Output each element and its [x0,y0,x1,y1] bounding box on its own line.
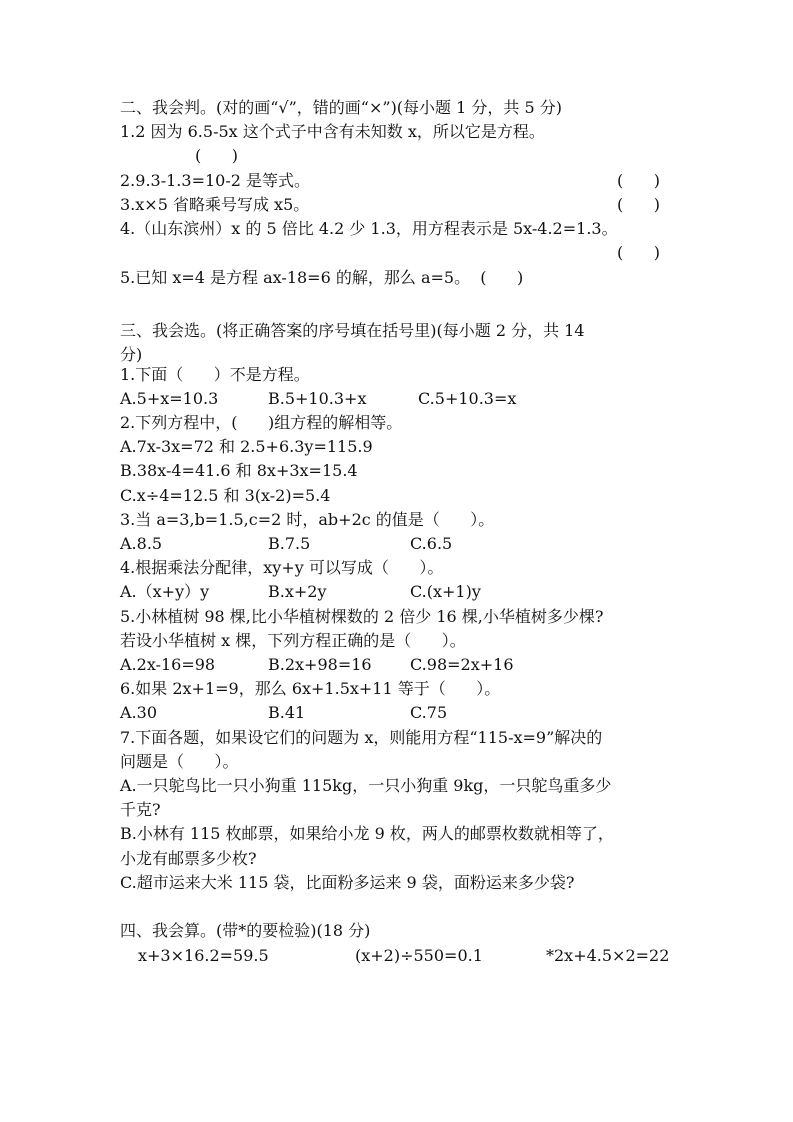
choice-q5-text: 5.小林植树 98 棵,比小华植树棵数的 2 倍少 16 棵,小华植树多少棵? [120,607,604,626]
choice-q7-option-c[interactable]: C.超市运来大米 115 袋，比面粉多运来 9 袋，面粉运来多少袋? [120,873,575,892]
choice-q7-option-a-cont: 千克? [120,800,161,819]
choice-q6-option-b[interactable]: B.41 [268,703,306,722]
judge-q4-answer-paren[interactable]: ( ) [617,243,660,262]
section4-header: 四、我会算。(带*的要检验)(18 分) [120,921,371,940]
choice-q7-option-b-cont: 小龙有邮票多少枚? [120,849,257,868]
choice-q7-text-cont: 问题是（ ）。 [120,752,239,771]
choice-q7-option-b[interactable]: B.小林有 115 枚邮票，如果给小龙 9 枚，两人的邮票枚数就相等了， [120,824,614,843]
choice-q6-option-c[interactable]: C.75 [410,703,448,722]
choice-q5-text-cont: 若设小华植树 x 棵，下列方程正确的是（ ）。 [120,631,466,650]
choice-q1-option-c[interactable]: C.5+10.3=x [418,389,517,408]
judge-q3-text: 3.x×5 省略乘号写成 x5。 [120,195,310,214]
choice-q2-text: 2.下列方程中，( )组方程的解相等。 [120,413,403,432]
choice-q1-option-a[interactable]: A.5+x=10.3 [120,389,219,408]
choice-q4-text: 4.根据乘法分配律，xy+y 可以写成（ ）。 [120,558,444,577]
judge-q2-answer-paren[interactable]: ( ) [617,171,660,190]
calc-equation-2: (x+2)÷550=0.1 [355,946,483,965]
judge-q1-answer-paren[interactable]: ( ) [195,146,238,165]
choice-q4-option-a[interactable]: A.（x+y）y [120,582,210,601]
choice-q1-text: 1.下面（ ）不是方程。 [120,365,310,384]
judge-q1-text: 1.2 因为 6.5-5x 这个式子中含有未知数 x，所以它是方程。 [120,122,545,141]
judge-q3-answer-paren[interactable]: ( ) [617,195,660,214]
choice-q6-option-a[interactable]: A.30 [120,703,157,722]
choice-q5-option-a[interactable]: A.2x-16=98 [120,655,216,674]
section3-header: 三、我会选。(将正确答案的序号填在括号里)(每小题 2 分，共 14 [120,321,585,340]
choice-q2-option-c[interactable]: C.x÷4=12.5 和 3(x-2)=5.4 [120,486,331,505]
choice-q3-option-c[interactable]: C.6.5 [410,534,453,553]
choice-q4-option-b[interactable]: B.x+2y [268,582,327,601]
choice-q4-option-c[interactable]: C.(x+1)y [410,582,481,601]
choice-q3-option-b[interactable]: B.7.5 [268,534,311,553]
choice-q7-text: 7.下面各题，如果设它们的问题为 x，则能用方程“115-x=9”解决的 [120,728,603,747]
choice-q7-option-a[interactable]: A.一只鸵鸟比一只小狗重 115kg，一只小狗重 9kg，一只鸵鸟重多少 [120,776,612,795]
choice-q5-option-c[interactable]: C.98=2x+16 [410,655,514,674]
judge-q4-text: 4.（山东滨州）x 的 5 倍比 4.2 少 1.3，用方程表示是 5x-4.2=1.3。 [120,219,618,238]
choice-q3-text: 3.当 a=3,b=1.5,c=2 时，ab+2c 的值是（ ）。 [120,510,495,529]
choice-q3-option-a[interactable]: A.8.5 [120,534,163,553]
judge-q5-text: 5.已知 x=4 是方程 ax-18=6 的解，那么 a=5。 ( ) [120,268,524,287]
section2-header: 二、我会判。(对的画“√”，错的画“×”)(每小题 1 分，共 5 分) [120,98,562,117]
section3-header-cont: 分) [120,345,143,364]
calc-equation-3: *2x+4.5×2=22 [546,946,670,965]
choice-q5-option-b[interactable]: B.2x+98=16 [268,655,372,674]
choice-q1-option-b[interactable]: B.5+10.3+x [268,389,367,408]
calc-equation-1: x+3×16.2=59.5 [138,946,269,965]
choice-q2-option-b[interactable]: B.38x-4=41.6 和 8x+3x=15.4 [120,461,358,480]
choice-q6-text: 6.如果 2x+1=9，那么 6x+1.5x+11 等于（ ）。 [120,679,501,698]
judge-q2-text: 2.9.3-1.3=10-2 是等式。 [120,171,311,190]
choice-q2-option-a[interactable]: A.7x-3x=72 和 2.5+6.3y=115.9 [120,437,373,456]
